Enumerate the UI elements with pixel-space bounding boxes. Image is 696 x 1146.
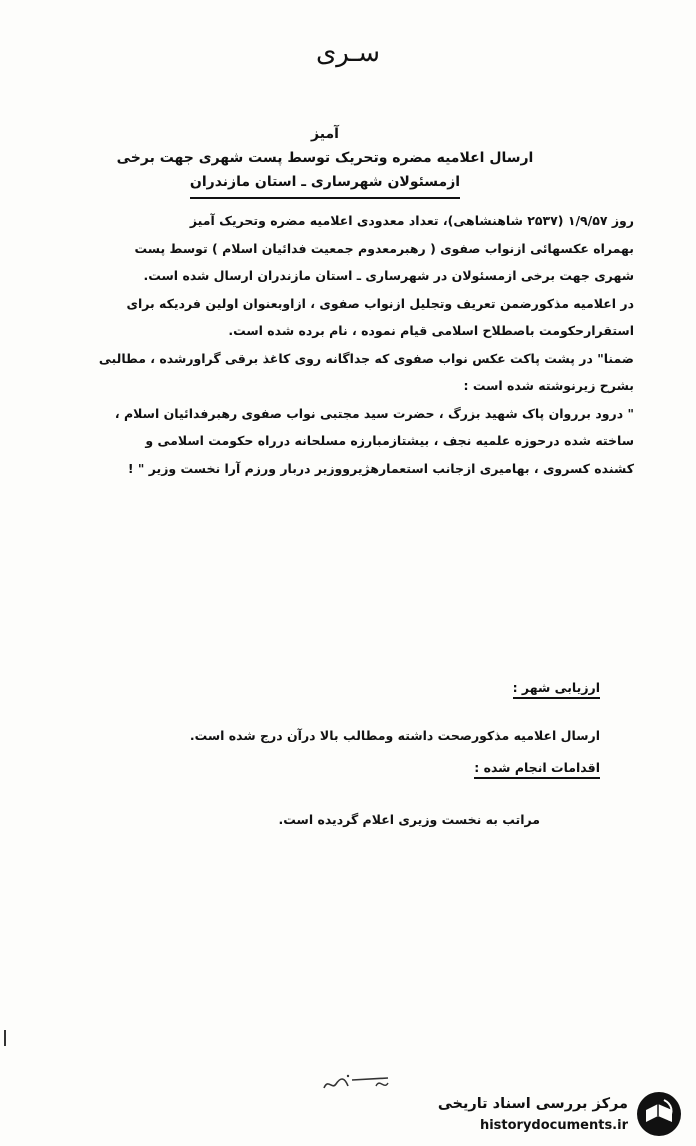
handwritten-signature <box>318 1068 408 1094</box>
body-line: ضمنا" در پشت پاکت عکس نواب صفوی که جداگانه روی کاغذ برقی گراورشده ، مطالبی <box>98 350 634 366</box>
body-line: بشرح زیرنوشته شده است : <box>463 378 634 393</box>
body-line: ساخته شده درحوزه علمیه نجف ، بیشتازمبارزه مسلحانه درراه حکومت اسلامی و <box>145 433 634 448</box>
evaluation-text: ارسال اعلامیه مذکورصحت داشته ومطالب بالا درآن درج شده است. <box>189 728 600 743</box>
classification-heading: سـری <box>315 38 381 68</box>
watermark-title: مرکز بررسی اسناد تاریخی <box>437 1096 628 1112</box>
watermark-url: historydocuments.ir <box>479 1118 628 1133</box>
body-line: استقرارحکومت باصطلاح اسلامی قیام نموده ، نام برده شده است. <box>228 323 634 338</box>
body-line: روز ۱/۹/۵۷ (۲۵۳۷ شاهنشاهی)، تعداد معدودی اعلامیه مضره وتحریک آمیز <box>189 213 634 228</box>
report-body <box>62 207 634 482</box>
subject-block <box>90 122 560 199</box>
evaluation-heading: ارزیابی شهر : <box>513 680 600 699</box>
actions-text: مراتب به نخست وزیری اعلام گردیده است. <box>278 812 540 827</box>
margin-mark <box>4 1030 6 1046</box>
subject-line-2: ازمسئولان شهرساری ـ استان مازندران <box>190 170 460 199</box>
subject-line-1: ارسال اعلامیه مضره وتحریک توسط پست شهری جهت برخی <box>116 150 534 166</box>
actions-section <box>90 760 600 779</box>
body-line: کشنده کسروی ، بهامیری ازجانب استعمارهژیرووزیر دربار ورزم آرا نخست وزیر " ! <box>127 460 634 476</box>
body-line: در اعلامیه مذکورضمن تعریف وتجلیل ازنواب صفوی ، ازاوبعنوان اولین فردیکه برای <box>126 295 634 311</box>
book-quill-icon <box>634 1090 684 1138</box>
body-line: " درود برروان پاک شهید بزرگ ، حضرت سید مجتبی نواب صفوی رهبرفدائیان اسلام ، <box>114 405 634 421</box>
body-line: بهمراه عکسهائی ازنواب صفوی ( رهبرمعدوم جمعیت فدائیان اسلام ) توسط پست <box>134 240 634 256</box>
evaluation-section <box>90 680 600 699</box>
body-line: شهری جهت برخی ازمسئولان در شهرساری ـ استان مازندران ارسال شده است. <box>143 268 634 283</box>
subject-label: آمیز <box>311 126 339 142</box>
archive-watermark <box>405 1088 690 1140</box>
actions-heading: اقدامات انجام شده : <box>474 760 600 779</box>
